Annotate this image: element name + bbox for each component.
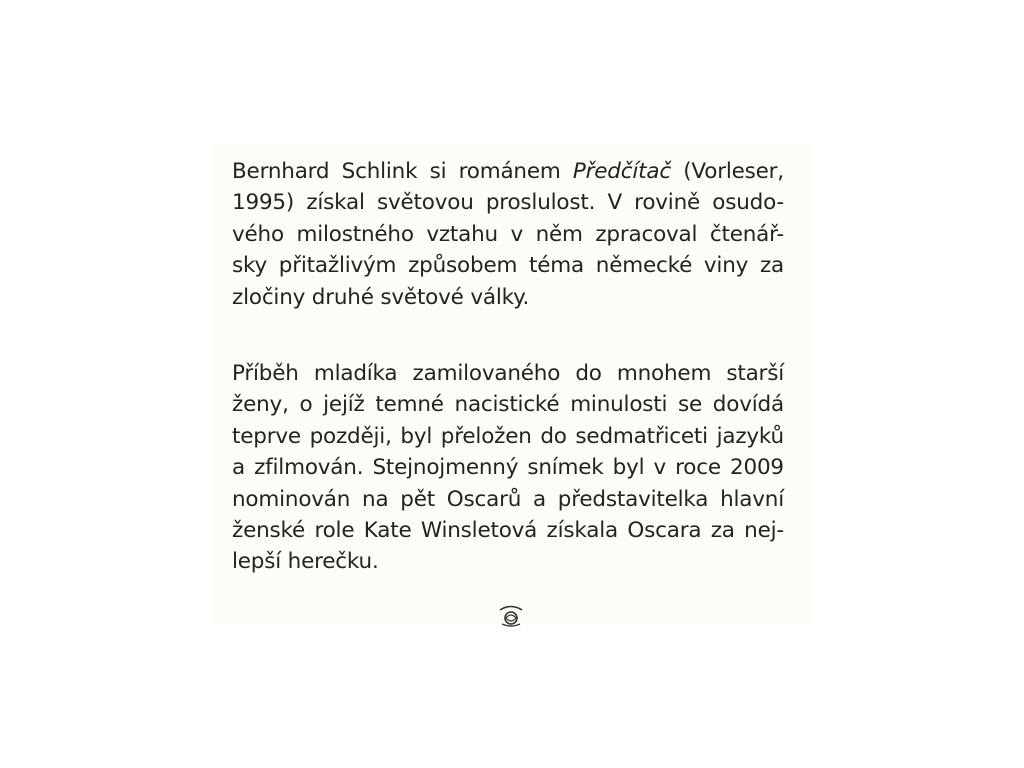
paragraph-1-line-5: zločiny druhé světové války. bbox=[232, 284, 530, 310]
book-title: Předčítač bbox=[572, 159, 671, 184]
paragraph-2-line-3: teprve později, byl přeložen do sedmatřiceti jazyků bbox=[232, 423, 784, 449]
paragraph-2-line-2: ženy, o jejíž temné nacistické minulosti se dovídá bbox=[232, 392, 784, 418]
paragraph-1-line-4: sky přitažlivým způsobem téma německé viny za bbox=[232, 253, 784, 279]
paragraph-2 bbox=[232, 358, 784, 578]
paragraph-2-line-5: nominován na pět Oscarů a představitelka hlavní bbox=[232, 486, 784, 512]
paragraph-2-line-4: a zfilmován. Stejnojmenný snímek byl v roce 2009 bbox=[232, 455, 784, 481]
paragraph-1-line-1: Bernhard Schlink si románem Předčítač (Vorleser, bbox=[232, 156, 784, 187]
paragraph-1-line-3: vého milostného vztahu v něm zpracoval čtenář- bbox=[232, 221, 784, 247]
paragraph-2-line-7: lepší herečku. bbox=[232, 549, 379, 575]
paragraph-2-line-1: Příběh mladíka zamilovaného do mnohem starší bbox=[232, 361, 784, 386]
paragraph-1 bbox=[232, 156, 784, 313]
paragraph-2-line-6: ženské role Kate Winsletová získala Oscara za nej- bbox=[232, 518, 784, 544]
paragraph-1-line-2: 1995) získal světovou proslulost. V rovině osudo- bbox=[232, 190, 784, 216]
publisher-logo-icon bbox=[496, 602, 526, 628]
